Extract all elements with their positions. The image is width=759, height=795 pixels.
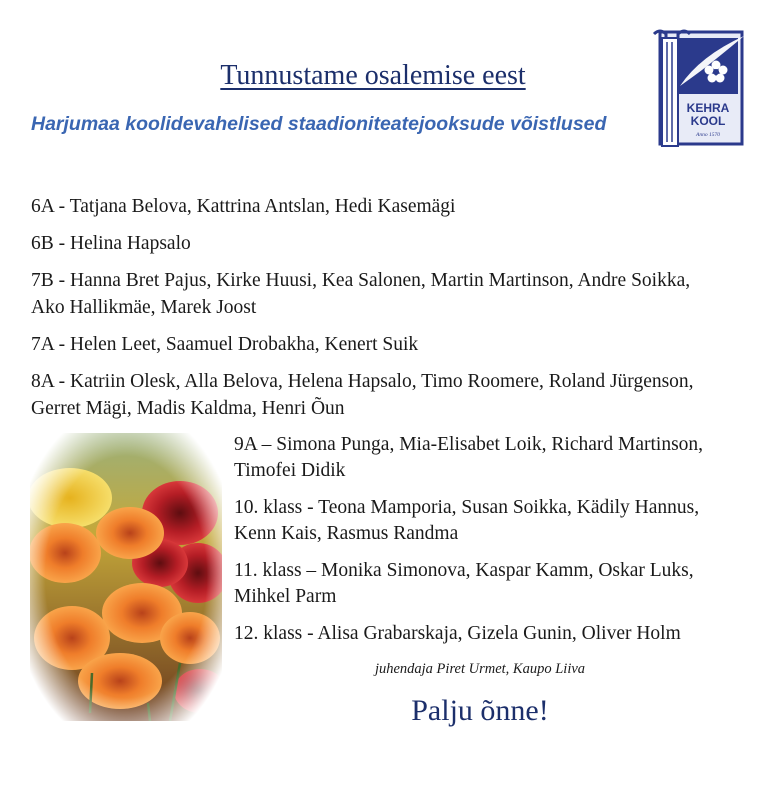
class-7a-line: 7A - Helen Leet, Saamuel Drobakha, Kenert Suik <box>31 334 419 355</box>
chrysanthemum-flowers-photo <box>30 433 222 721</box>
class-12-line: 12. klass - Alisa Grabarskaja, Gizela Gunin, Oliver Holm <box>234 623 681 644</box>
class-9a-line: 9A – Simona Punga, Mia-Elisabet Loik, Richard Martinson, Timofei Didik <box>234 434 704 481</box>
participants-list <box>31 193 721 432</box>
class-6a-line: 6A - Tatjana Belova, Kattrina Antslan, Hedi Kasemägi <box>31 196 456 217</box>
page-title: Tunnustame osalemise eest <box>220 60 526 91</box>
congratulations-text: Palju õnne! <box>411 694 549 727</box>
class-11-line: 11. klass – Monika Simonova, Kaspar Kamm, Oskar Luks, Mihkel Parm <box>234 560 694 607</box>
logo-since: Anno 1570 <box>696 132 720 138</box>
class-10-line: 10. klass - Teona Mamporia, Susan Soikka, Kädily Hannus, Kenn Kais, Rasmus Randma <box>234 497 700 544</box>
class-7b-line: 7B - Hanna Bret Pajus, Kirke Huusi, Kea Salonen, Martin Martinson, Andre Soikka, Ako Hallikmäe, Marek Joost <box>31 270 691 318</box>
participants-list-continued <box>234 432 739 658</box>
supervisor-credit: juhendaja Piret Urmet, Kaupo Liiva <box>374 661 586 677</box>
competition-subtitle: Harjumaa koolidevahelised staadioniteatejooksude võistlused <box>31 113 607 135</box>
kehra-kool-logo <box>650 26 746 150</box>
logo-text-line1: KEHRA <box>686 101 730 115</box>
class-6b-line: 6B - Helina Hapsalo <box>31 233 191 254</box>
logo-text-line2: KOOL <box>690 114 726 128</box>
class-8a-line: 8A - Katriin Olesk, Alla Belova, Helena Hapsalo, Timo Roomere, Roland Jürgenson, Gerret Mägi, Madis Kaldma, Henri Õun <box>31 371 694 419</box>
